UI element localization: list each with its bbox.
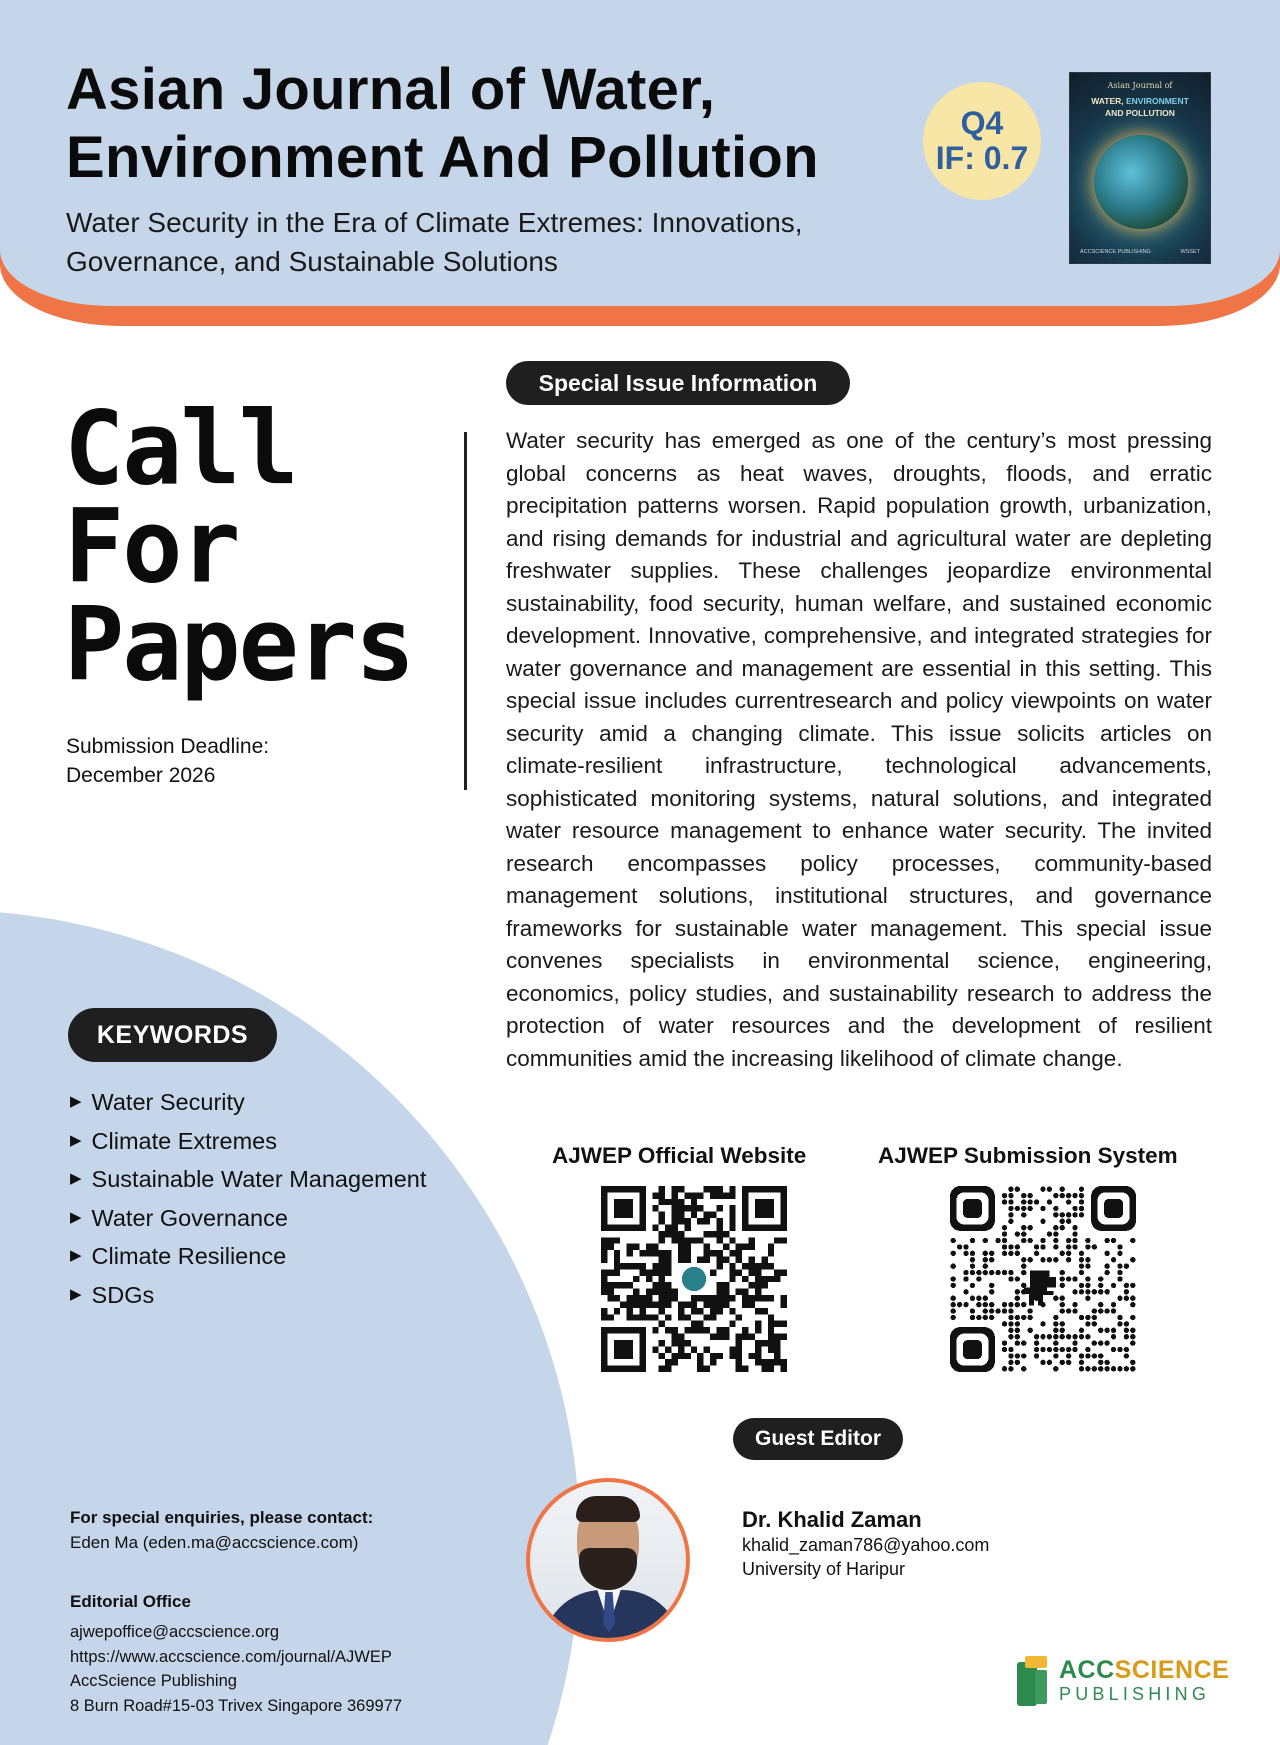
bullet-triangle-icon: ▶ [70,1285,82,1303]
keywords-label: KEYWORDS [68,1008,277,1062]
bullet-triangle-icon: ▶ [70,1247,82,1265]
globe-illustration [1094,135,1188,229]
cover-small-text: Asian Journal of [1107,81,1173,90]
website-qr-code-icon[interactable] [601,1186,787,1372]
cover-footer: ACCSCIENCE PUBLISHING WSSET [1080,249,1200,255]
journal-title: Asian Journal of Water, Environment And Pollution [66,57,819,190]
publisher-logo: ACCSCIENCE PUBLISHING [1015,1656,1229,1708]
contact-label: For special enquiries, please contact: [70,1508,374,1527]
keyword-item: ▶ Water Security [70,1083,426,1122]
keyword-item: ▶ SDGs [70,1276,426,1315]
submission-qr-code-icon[interactable] [950,1186,1136,1372]
guest-editor-affiliation: University of Haripur [742,1559,906,1579]
keyword-item: ▶ Climate Extremes [70,1122,426,1161]
editorial-office-details [70,1620,402,1718]
quartile-label: Q4 [960,105,1004,141]
special-issue-description: Water security has emerged as one of the century’s most pressing global concerns as heat waves, droughts, floods, and erratic precipitation patterns worsen. Rapid population growth, urbanization, and rising demands for industrial and agricultural water are depleting freshwater supplies. These challenges jeopardize environmental sustainability, food security, human welfare, and sustained economic development. Innovative, comprehensive, and integrated strategies for water governance and management are essential in this setting. This special issue includes currentresearch and policy viewpoints on water security amid a changing climate. This issue solicits articles on climate-resilient infrastructure, technological advancements, sophisticated monitoring systems, natural solutions, and integrated water resource management to enhance water security. The invited research encompasses policy processes, community-based management solutions, institutional structures, and governance frameworks for sustainable water management. This special issue convenes specialists in environmental science, engineering, economics, policy studies, and sustainability research to address the protection of water resources and the development of resilient communities amid the increasing likelihood of climate change. [506,428,1212,1071]
bullet-triangle-icon: ▶ [70,1093,82,1110]
publisher-mark-icon [1015,1656,1051,1708]
impact-badge [923,82,1041,200]
website-qr-label: AJWEP Official Website [552,1143,807,1168]
editorial-office-label: Editorial Office [70,1592,191,1611]
bullet-triangle-icon: ▶ [70,1170,82,1188]
guest-editor-email[interactable]: khalid_zaman786@yahoo.com [742,1535,990,1555]
call-for-papers-heading: Call For Papers [64,388,414,705]
cover-title: WATER, ENVIRONMENT AND POLLUTION [1091,96,1189,118]
deadline-value: December 2026 [66,764,216,787]
guest-editor-name: Dr. Khalid Zaman [742,1507,922,1532]
keywords-list [70,1083,426,1315]
journal-cover-image [1069,72,1211,264]
vertical-divider [464,432,467,790]
keyword-item: ▶ Sustainable Water Management [70,1160,426,1199]
special-issue-title: Water Security in the Era of Climate Extremes: Innovations, Governance, and Sustainable Solutions [66,207,803,277]
special-issue-info-label: Special Issue Information [506,361,850,405]
office-company: AccScience Publishing [70,1672,237,1690]
bullet-triangle-icon: ▶ [70,1131,82,1149]
keyword-item: ▶ Water Governance [70,1199,426,1238]
keyword-item: ▶ Climate Resilience [70,1237,426,1276]
office-url[interactable]: https://www.accscience.com/journal/AJWEP [70,1647,392,1666]
contact-email[interactable]: Eden Ma (eden.ma@accscience.com) [70,1533,359,1552]
impact-factor-label: IF: 0.7 [935,140,1029,176]
guest-editor-label: Guest Editor [733,1418,903,1460]
office-email[interactable]: ajwepoffice@accscience.org [70,1623,280,1641]
submission-qr-label: AJWEP Submission System [878,1143,1178,1168]
guest-editor-photo [526,1478,690,1642]
deadline-label: Submission Deadline: [66,735,270,758]
office-address: 8 Burn Road#15-03 Trivex Singapore 369977 [70,1696,403,1715]
bullet-triangle-icon: ▶ [70,1208,82,1226]
